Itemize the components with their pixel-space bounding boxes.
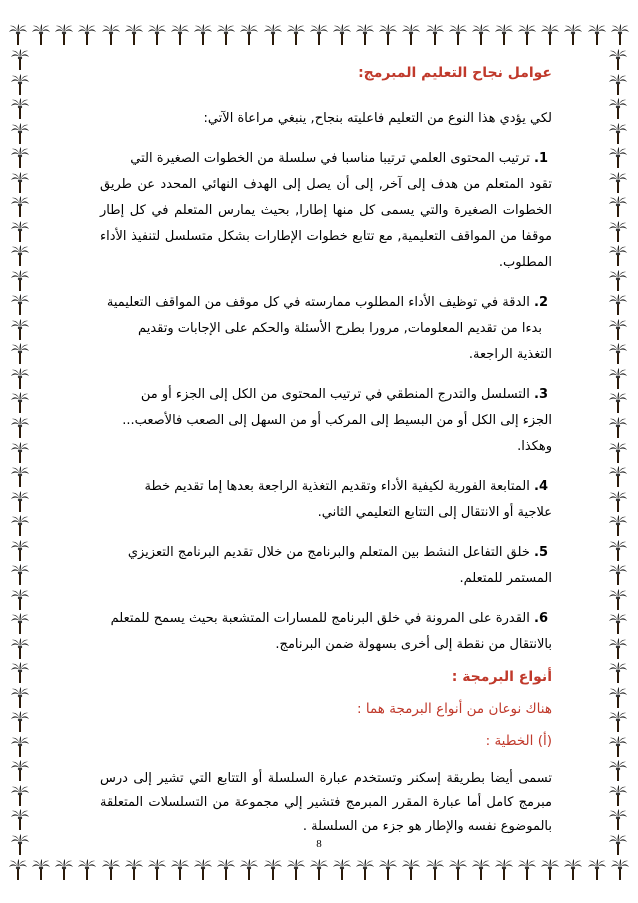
- palm-tree-icon: [124, 23, 144, 45]
- bottom-border: [0, 855, 638, 883]
- palm-tree-icon: [608, 465, 628, 487]
- palm-tree-icon: [10, 220, 30, 242]
- list-number: 5.: [534, 545, 548, 560]
- palm-tree-icon: [332, 23, 352, 45]
- palm-tree-icon: [608, 293, 628, 315]
- palm-tree-icon: [608, 48, 628, 70]
- palm-tree-icon: [8, 858, 28, 880]
- palm-tree-icon: [216, 858, 236, 880]
- palm-tree-icon: [10, 563, 30, 585]
- palm-tree-icon: [54, 23, 74, 45]
- palm-tree-icon: [31, 23, 51, 45]
- palm-tree-icon: [10, 391, 30, 413]
- palm-tree-icon: [608, 735, 628, 757]
- list-number: 1.: [534, 151, 548, 166]
- right-border: [606, 48, 630, 855]
- palm-tree-icon: [608, 97, 628, 119]
- intro-text: لكي يؤدي هذا النوع من التعليم فاعليته بنجاح, ينبغي مراعاة الآتي:: [203, 111, 552, 126]
- palm-tree-icon: [10, 686, 30, 708]
- palm-tree-icon: [10, 244, 30, 266]
- paragraph-line-3: بالموضوع نفسه والإطار هو جزء من السلسلة .: [302, 819, 552, 834]
- palm-tree-icon: [425, 858, 445, 880]
- palm-tree-icon: [471, 23, 491, 45]
- palm-tree-icon: [309, 23, 329, 45]
- list-item-3-line-1: 3. التسلسل والتدرج المنطقي في ترتيب المحتوى من الكل إلى الجزء أو من: [140, 387, 548, 402]
- palm-tree-icon: [10, 710, 30, 732]
- palm-tree-icon: [193, 23, 213, 45]
- palm-tree-icon: [101, 858, 121, 880]
- palm-tree-icon: [608, 588, 628, 610]
- palm-tree-icon: [10, 146, 30, 168]
- palm-tree-icon: [10, 539, 30, 561]
- list-item-1-line-1: 1. ترتيب المحتوى العلمي ترتيبا مناسبا في سلسلة من الخطوات الصغيرة التي: [130, 151, 548, 166]
- palm-tree-icon: [216, 23, 236, 45]
- palm-tree-icon: [587, 23, 607, 45]
- palm-tree-icon: [124, 858, 144, 880]
- palm-tree-icon: [239, 23, 259, 45]
- palm-tree-icon: [10, 293, 30, 315]
- types-intro: هناك نوعان من أنواع البرمجة هما :: [357, 701, 552, 717]
- palm-tree-icon: [608, 146, 628, 168]
- list-item-1-line-3: الخطوات الصغيرة والتي يسمى كل منها إطارا, بحيث يمارس المتعلم في كل إطار: [100, 203, 552, 218]
- palm-tree-icon: [587, 858, 607, 880]
- types-heading: أنواع البرمجة :: [451, 669, 552, 685]
- palm-tree-icon: [608, 367, 628, 389]
- list-number: 3.: [534, 387, 548, 402]
- palm-tree-icon: [608, 391, 628, 413]
- palm-tree-icon: [10, 122, 30, 144]
- palm-tree-icon: [471, 858, 491, 880]
- palm-tree-icon: [10, 808, 30, 830]
- palm-tree-icon: [10, 612, 30, 634]
- palm-tree-icon: [10, 490, 30, 512]
- palm-tree-icon: [54, 858, 74, 880]
- paragraph-line-2: مبرمج كامل أما عبارة المقرر المبرمج فتشير إلي مجموعة من التسلسلات المتعلقة: [100, 795, 552, 810]
- palm-tree-icon: [355, 858, 375, 880]
- palm-tree-icon: [286, 23, 306, 45]
- palm-tree-icon: [610, 858, 630, 880]
- palm-tree-icon: [401, 23, 421, 45]
- palm-tree-icon: [10, 784, 30, 806]
- palm-tree-icon: [10, 367, 30, 389]
- palm-tree-icon: [10, 416, 30, 438]
- palm-tree-icon: [147, 23, 167, 45]
- palm-tree-icon: [10, 97, 30, 119]
- palm-tree-icon: [494, 23, 514, 45]
- palm-tree-icon: [77, 23, 97, 45]
- list-item-2-line-2: بدءا من تقديم المعلومات, مرورا بطرح الأسئلة والحكم على الإجابات وتقديم: [138, 321, 542, 336]
- palm-tree-icon: [10, 269, 30, 291]
- palm-tree-icon: [608, 269, 628, 291]
- palm-tree-icon: [147, 858, 167, 880]
- palm-tree-icon: [608, 220, 628, 242]
- list-item-6-line-2: بالانتقال من نقطة إلى أخرى بسهولة ضمن البرنامج.: [275, 637, 552, 652]
- palm-tree-icon: [378, 23, 398, 45]
- palm-tree-icon: [10, 48, 30, 70]
- palm-tree-icon: [10, 514, 30, 536]
- palm-tree-icon: [563, 858, 583, 880]
- palm-tree-icon: [608, 490, 628, 512]
- palm-tree-icon: [332, 858, 352, 880]
- palm-tree-icon: [608, 514, 628, 536]
- list-item-3-line-3: وهكذا.: [517, 439, 552, 454]
- palm-tree-icon: [10, 342, 30, 364]
- palm-tree-icon: [540, 858, 560, 880]
- palm-tree-icon: [448, 23, 468, 45]
- palm-tree-icon: [10, 465, 30, 487]
- palm-tree-icon: [10, 661, 30, 683]
- palm-tree-icon: [608, 710, 628, 732]
- palm-tree-icon: [170, 858, 190, 880]
- palm-tree-icon: [355, 23, 375, 45]
- palm-tree-icon: [608, 661, 628, 683]
- list-item-1-line-2: تقود المتعلم من هدف إلى آخر, إلى أن يصل إلى الهدف النهائي المحدد عن طريق: [100, 177, 552, 192]
- list-item-6-line-1: 6. القدرة على المرونة في خلق البرنامج للمسارات المتشعبة بحيث يسمح للمتعلم: [110, 611, 548, 626]
- palm-tree-icon: [10, 735, 30, 757]
- palm-tree-icon: [608, 244, 628, 266]
- list-number: 2.: [534, 295, 548, 310]
- palm-tree-icon: [401, 858, 421, 880]
- palm-tree-icon: [10, 637, 30, 659]
- palm-tree-icon: [608, 342, 628, 364]
- palm-tree-icon: [309, 858, 329, 880]
- palm-tree-icon: [31, 858, 51, 880]
- palm-tree-icon: [378, 858, 398, 880]
- top-border: [0, 20, 638, 48]
- list-item-2-line-1: 2. الدقة في توظيف الأداء المطلوب ممارسته في كل موقف من المواقف التعليمية: [106, 295, 548, 310]
- palm-tree-icon: [10, 171, 30, 193]
- palm-tree-icon: [517, 858, 537, 880]
- list-item-4-line-1: 4. المتابعة الفورية لكيفية الأداء وتقديم التغذية الراجعة بعدها إما تقديم خطة: [144, 479, 548, 494]
- list-item-5-line-1: 5. خلق التفاعل النشط بين المتعلم والبرنامج من خلال تقديم البرنامج التعزيزي: [127, 545, 548, 560]
- palm-tree-icon: [608, 441, 628, 463]
- linear-heading: (أ) الخطية :: [485, 733, 552, 749]
- list-number: 4.: [534, 479, 548, 494]
- palm-tree-icon: [10, 73, 30, 95]
- list-number: 6.: [534, 611, 548, 626]
- palm-tree-icon: [563, 23, 583, 45]
- palm-tree-icon: [608, 808, 628, 830]
- list-item-5-line-2: المستمر للمتعلم.: [459, 571, 552, 586]
- palm-tree-icon: [494, 858, 514, 880]
- palm-tree-icon: [608, 195, 628, 217]
- heading-success-factors: عوامل نجاح التعليم المبرمج:: [358, 65, 552, 81]
- palm-tree-icon: [608, 318, 628, 340]
- palm-tree-icon: [239, 858, 259, 880]
- palm-tree-icon: [10, 318, 30, 340]
- palm-tree-icon: [608, 612, 628, 634]
- palm-tree-icon: [8, 23, 28, 45]
- left-border: [8, 48, 32, 855]
- palm-tree-icon: [608, 563, 628, 585]
- palm-tree-icon: [540, 23, 560, 45]
- palm-tree-icon: [608, 73, 628, 95]
- palm-tree-icon: [608, 759, 628, 781]
- palm-tree-icon: [448, 858, 468, 880]
- palm-tree-icon: [263, 23, 283, 45]
- palm-tree-icon: [610, 23, 630, 45]
- palm-tree-icon: [10, 588, 30, 610]
- list-item-2-line-3: التغذية الراجعة.: [468, 347, 552, 362]
- palm-tree-icon: [10, 441, 30, 463]
- list-item-1-line-4: موقفا من المواقف التعليمية, مع تتابع خطوات الإطارات بشكل متسلسل لتنفيذ الأداء: [100, 229, 552, 244]
- palm-tree-icon: [170, 23, 190, 45]
- palm-tree-icon: [77, 858, 97, 880]
- palm-tree-icon: [101, 23, 121, 45]
- palm-tree-icon: [10, 195, 30, 217]
- palm-tree-icon: [608, 539, 628, 561]
- palm-tree-icon: [608, 171, 628, 193]
- palm-tree-icon: [193, 858, 213, 880]
- list-item-1-line-5: المطلوب.: [498, 255, 552, 270]
- palm-tree-icon: [608, 686, 628, 708]
- palm-tree-icon: [608, 122, 628, 144]
- list-item-4-line-2: علاجية أو الانتقال إلى التتابع التعليمي الثاني.: [317, 505, 552, 520]
- palm-tree-icon: [608, 784, 628, 806]
- list-item-3-line-2: الجزء إلى الكل أو من البسيط إلى المركب أو من السهل إلى الصعب فالأصعب...: [122, 413, 552, 428]
- paragraph-line-1: تسمى أيضا بطريقة إسكنر وتستخدم عبارة السلسلة أو التتابع التي تشير إلى درس: [100, 771, 552, 786]
- palm-tree-icon: [425, 23, 445, 45]
- palm-tree-icon: [286, 858, 306, 880]
- palm-tree-icon: [517, 23, 537, 45]
- palm-tree-icon: [263, 858, 283, 880]
- page-number: 8: [316, 838, 322, 850]
- palm-tree-icon: [10, 759, 30, 781]
- palm-tree-icon: [608, 416, 628, 438]
- palm-tree-icon: [608, 637, 628, 659]
